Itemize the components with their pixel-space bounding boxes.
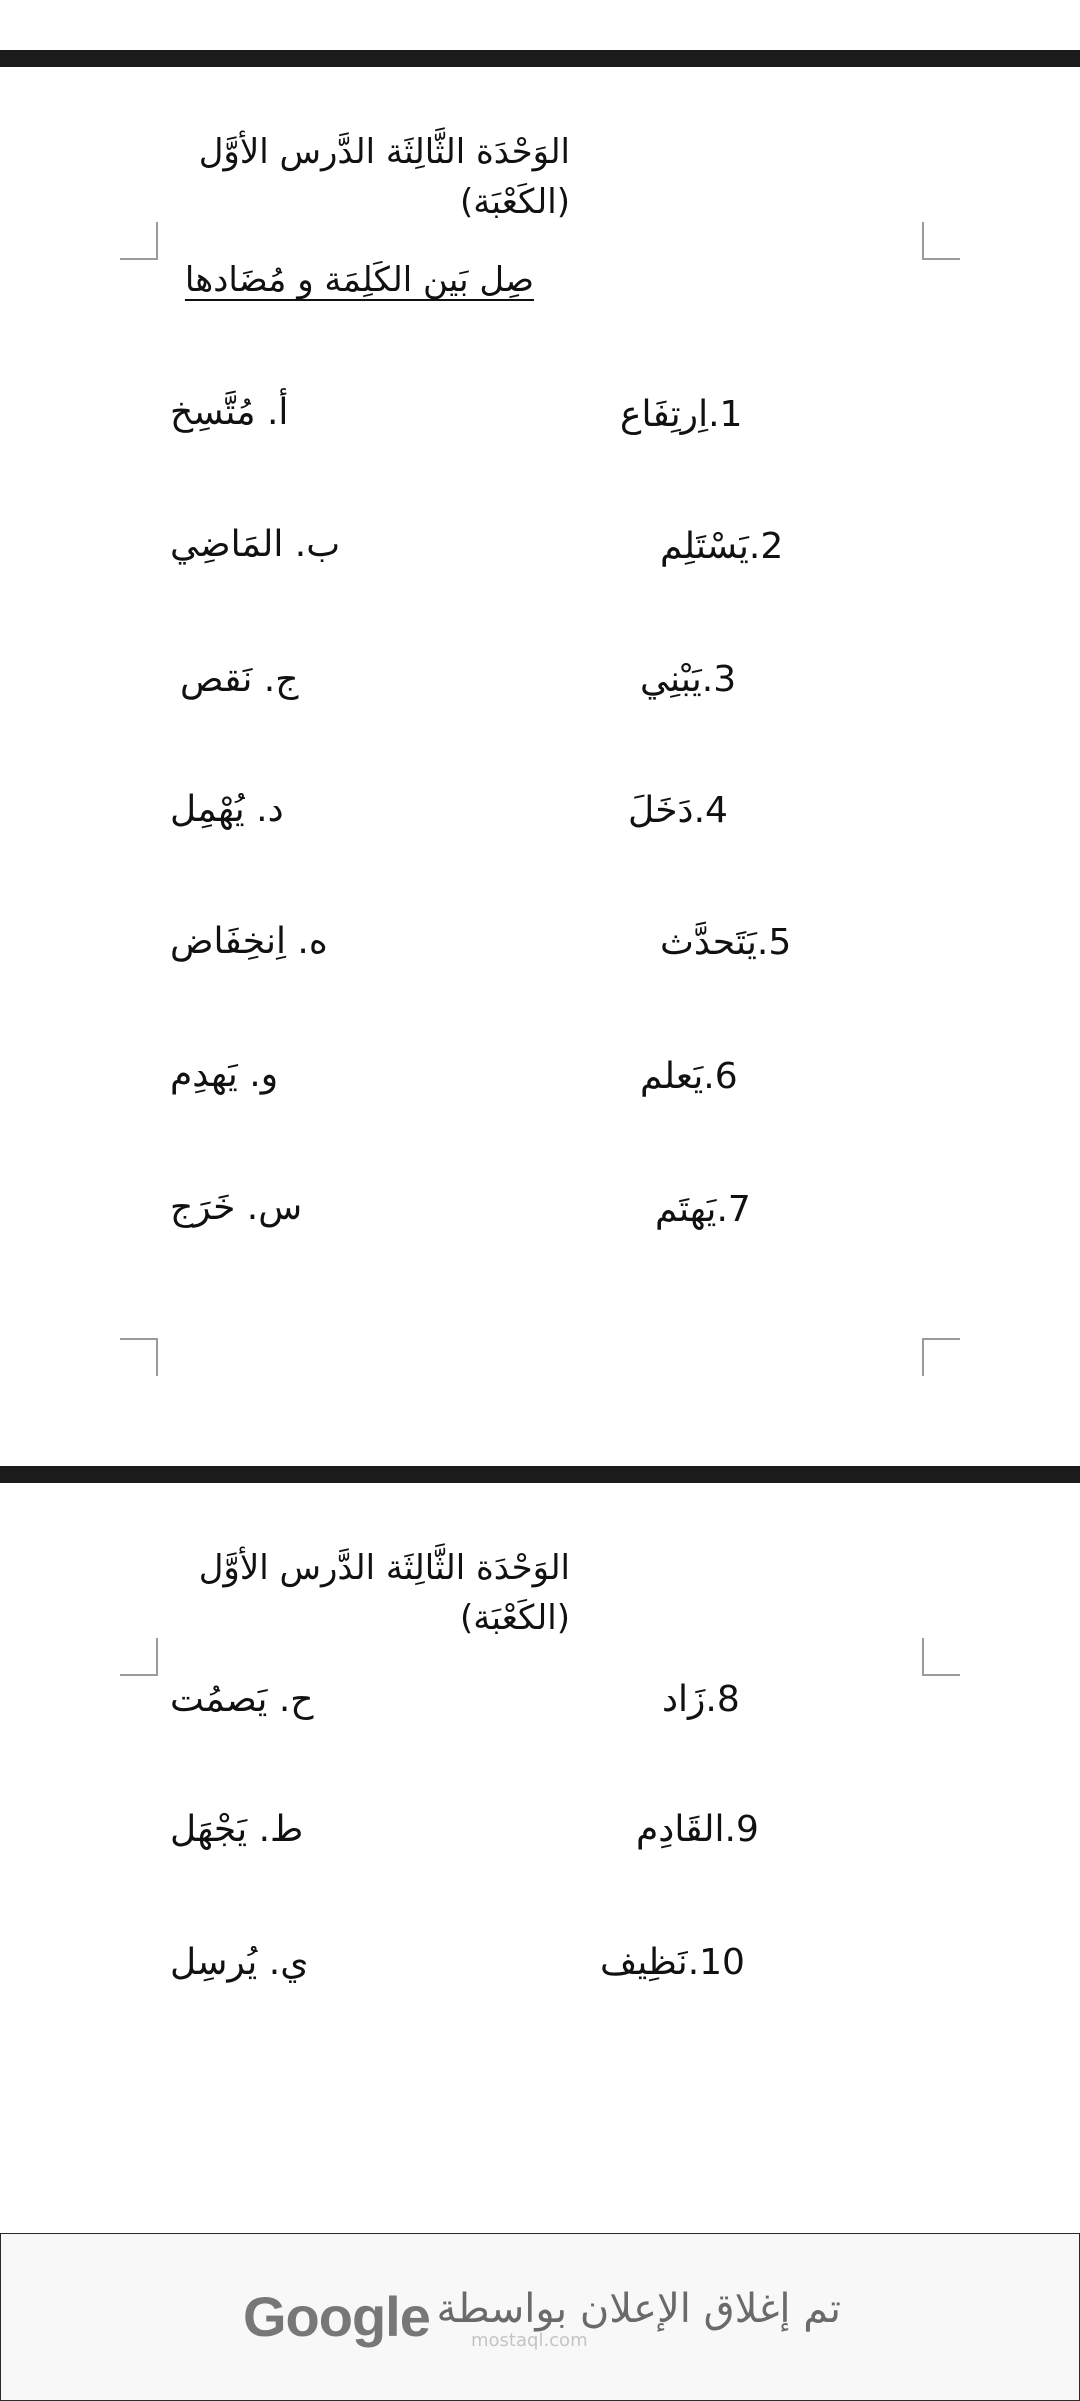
word-text: يَعلم: [640, 1056, 704, 1097]
answer-word: مُتَّسِخ: [170, 392, 256, 433]
answer-item-a: أ. مُتَّسِخ: [170, 392, 289, 433]
answer-letter: أ: [278, 392, 289, 433]
answer-word: نَقص: [180, 659, 253, 700]
word-item-5: 5.يَتَحدَّث: [660, 922, 792, 963]
lesson-title-line2: (الكَعْبَة): [459, 182, 570, 222]
answer-word: يَجْهَل: [170, 1809, 248, 1850]
word-item-1: 1.اِرتِفَاع: [620, 394, 743, 435]
answer-word: اِنخِفَاض: [170, 921, 286, 962]
lesson-title: [170, 127, 570, 227]
word-number: 7: [727, 1189, 751, 1230]
word-number: 8: [716, 1679, 740, 1720]
lesson-title-line1: الوَحْدَة الثَّالِثَة الدَّرس الأوَّل: [198, 1548, 570, 1588]
word-text: زَاد: [662, 1679, 706, 1720]
answer-letter: ح: [290, 1679, 314, 1720]
answer-item-g: س. خَرَج: [170, 1187, 303, 1228]
word-text: نَظِيف: [600, 1942, 688, 1983]
word-text: يَتَحدَّث: [660, 922, 757, 963]
crop-mark-bottom-left: [120, 1338, 158, 1376]
watermark-text: mostaql.com: [471, 2330, 588, 2351]
answer-letter: س: [258, 1187, 303, 1228]
word-item-8: 8.زَاد: [662, 1679, 740, 1720]
answer-item-j: ي. يُرسِل: [170, 1942, 309, 1983]
exercise-instruction: صِل بَين الكَلِمَة و مُضَادها: [184, 260, 534, 300]
word-number: 6: [714, 1056, 738, 1097]
answer-word: المَاضِي: [170, 524, 284, 565]
word-text: يَهتَم: [655, 1189, 717, 1230]
word-number: 1: [719, 394, 743, 435]
answer-letter: د: [267, 789, 284, 830]
word-number: 10: [699, 1942, 745, 1983]
word-text: اِرتِفَاع: [620, 394, 709, 435]
answer-letter: ب: [306, 524, 341, 565]
word-item-10: 10.نَظِيف: [600, 1942, 745, 1983]
word-number: 9: [735, 1809, 759, 1850]
word-item-3: 3.يَبْنِي: [640, 659, 737, 700]
answer-item-d: د. يُهْمِل: [170, 789, 284, 830]
word-item-7: 7.يَهتَم: [655, 1189, 751, 1230]
word-text: دَخَلَ: [628, 790, 694, 831]
crop-mark-top-right: [922, 222, 960, 260]
ad-closed-banner: [0, 2233, 1080, 2401]
crop-mark-top-left: [120, 1638, 158, 1676]
crop-mark-top-left: [120, 222, 158, 260]
answer-item-f: و. يَهدِم: [170, 1054, 279, 1095]
page-separator-top: [0, 50, 1080, 67]
answer-item-e: ه. اِنخِفَاض: [170, 921, 328, 962]
crop-mark-bottom-right: [922, 1338, 960, 1376]
word-text: يَسْتَلِم: [660, 526, 749, 567]
answer-letter: ي: [280, 1942, 309, 1983]
lesson-title-line1: الوَحْدَة الثَّالِثَة الدَّرس الأوَّل: [198, 132, 570, 172]
word-number: 5: [768, 922, 792, 963]
answer-letter: ط: [270, 1809, 304, 1850]
answer-word: يَهدِم: [170, 1054, 238, 1095]
word-item-4: 4.دَخَلَ: [628, 790, 728, 831]
word-item-6: 6.يَعلم: [640, 1056, 738, 1097]
word-text: يَبْنِي: [640, 659, 702, 700]
answer-word: يُرسِل: [170, 1942, 258, 1983]
answer-item-h: ح. يَصمُت: [170, 1679, 314, 1720]
answer-letter: و: [260, 1054, 279, 1095]
word-item-9: 9.القَادِم: [636, 1809, 759, 1850]
ad-closed-text: تم إغلاق الإعلان بواسطة: [436, 2286, 841, 2332]
answer-letter: ه: [308, 921, 328, 962]
lesson-title: [170, 1543, 570, 1643]
word-text: القَادِم: [636, 1809, 725, 1850]
word-number: 3: [713, 659, 737, 700]
page-separator-middle: [0, 1466, 1080, 1483]
answer-word: خَرَج: [170, 1187, 236, 1228]
lesson-title-line2: (الكَعْبَة): [459, 1598, 570, 1638]
word-number: 2: [760, 526, 784, 567]
answer-item-i: ط. يَجْهَل: [170, 1809, 304, 1850]
answer-word: يُهْمِل: [170, 789, 245, 830]
answer-letter: ج: [275, 659, 299, 700]
answer-item-c: ج. نَقص: [180, 659, 299, 700]
answer-item-b: ب. المَاضِي: [170, 524, 341, 565]
crop-mark-top-right: [922, 1638, 960, 1676]
word-number: 4: [705, 790, 728, 831]
google-logo: Google: [243, 2285, 430, 2348]
answer-word: يَصمُت: [170, 1679, 268, 1720]
word-item-2: 2.يَسْتَلِم: [660, 526, 784, 567]
